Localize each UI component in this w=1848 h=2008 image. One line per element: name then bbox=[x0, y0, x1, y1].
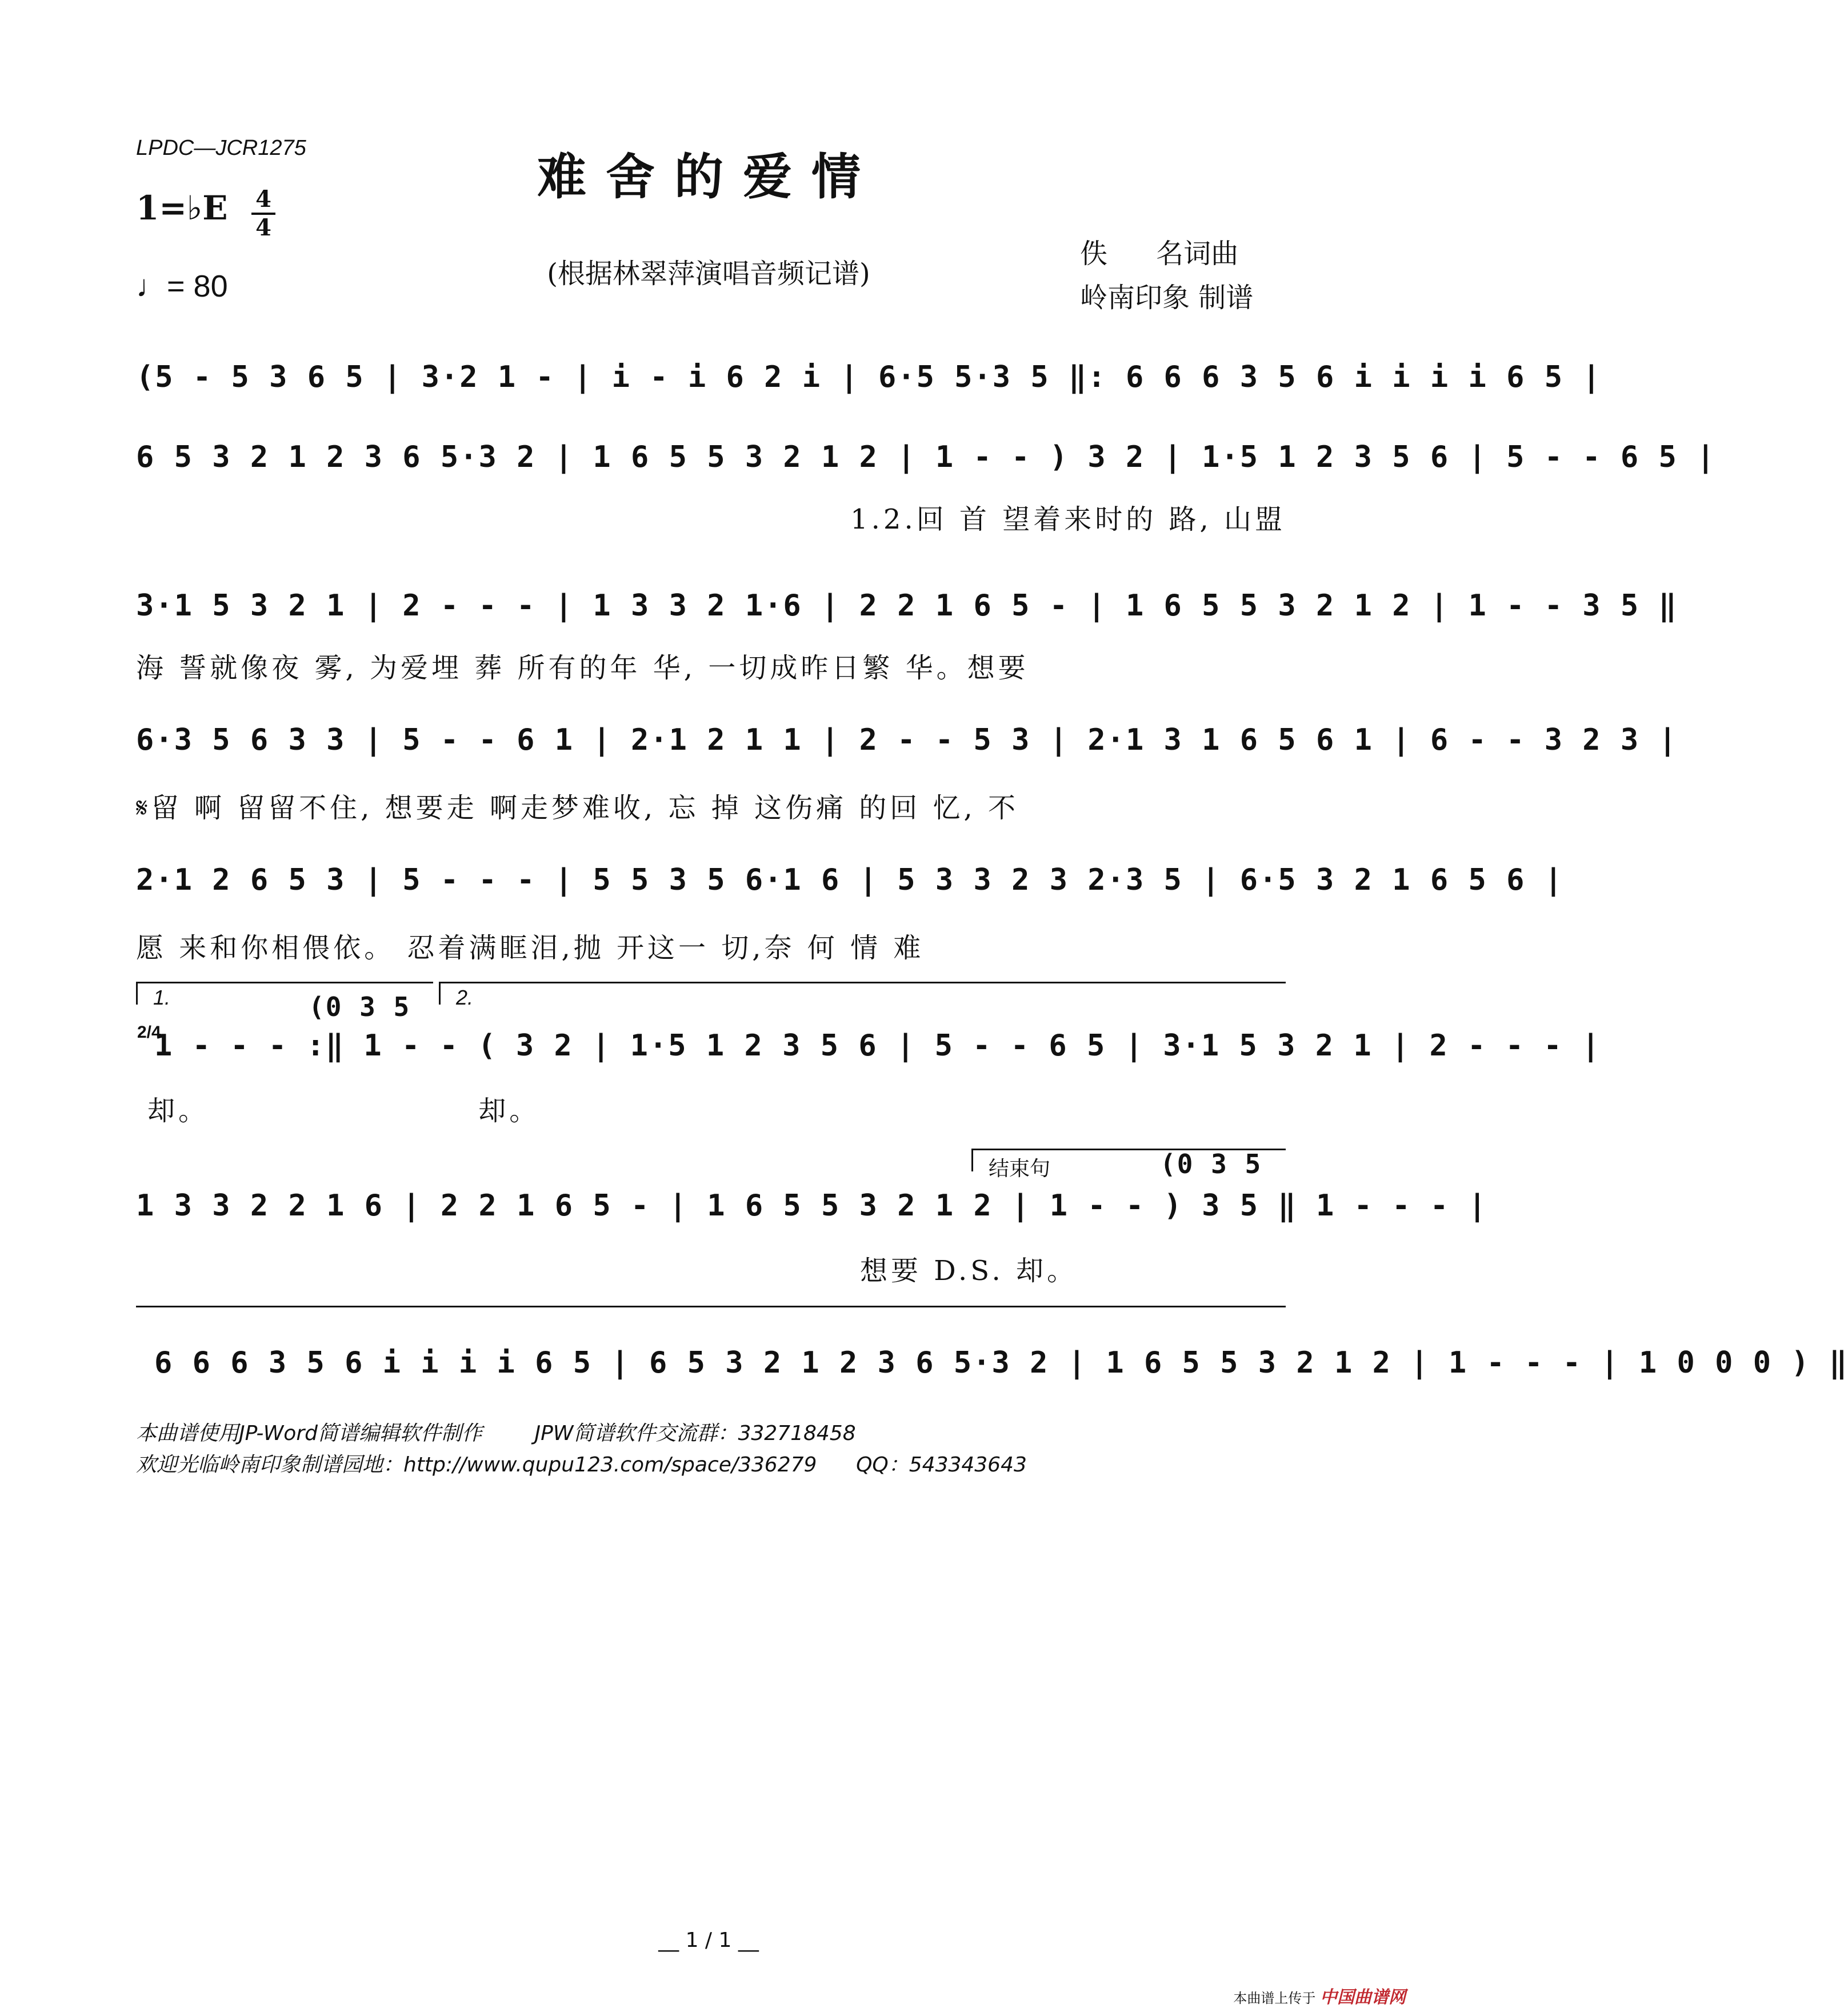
subtitle: (根据林翠萍演唱音频记谱) bbox=[547, 258, 870, 290]
ending-label: 结束句 bbox=[989, 1157, 1051, 1180]
coda-bracket bbox=[136, 1306, 1286, 1307]
page-number: __ 1 / 1 __ bbox=[658, 1929, 759, 1952]
volta-first-bracket bbox=[136, 982, 433, 983]
score-row-5-notes: 2·1 2 6 5 3 | 5 - - - | 5 5 3 5 6·1 6 | 5 3 3 2 3 2·3 5 | 6·5 3 2 1 6 5 6 | bbox=[136, 863, 1563, 897]
key-signature: 1=♭E bbox=[136, 189, 228, 227]
score-row-4-notes: 6·3 5 6 3 3 | 5 - - 6 1 | 2·1 2 1 1 | 2 - - 5 3 | 2·1 3 1 6 5 6 1 | 6 - - 3 2 3 | bbox=[136, 723, 1678, 757]
time-signature-top: 4 bbox=[255, 186, 271, 213]
volta-second-tick bbox=[439, 982, 441, 1005]
score-row-6-notes: 1 - - - :‖ 1 - - ( 3 2 | 1·5 1 2 3 5 6 | 5 - - 6 5 | 3·1 5 3 2 1 | 2 - - - | bbox=[154, 1029, 1601, 1063]
score-row-7-notes: 1 3 3 2 2 1 6 | 2 2 1 6 5 - | 1 6 5 5 3 2 1 2 | 1 - - ) 3 5 ‖ 1 - - - | bbox=[136, 1189, 1487, 1223]
score-row-1-notes: (5 - 5 3 6 5 | 3·2 1 - | i - i 6 2 i | 6·5 5·3 5 ‖: 6 6 6 3 5 6 i i i i 6 5 | bbox=[136, 360, 1602, 394]
volta-first-tick bbox=[136, 982, 138, 1005]
page-title: 难舍的爱情 bbox=[537, 148, 880, 206]
volta-first-pickup: (0 3 5 bbox=[309, 991, 411, 1022]
meter-change: 2/4 bbox=[137, 1023, 161, 1042]
ending-pickup: (0 3 5 bbox=[1160, 1149, 1262, 1179]
volta-second-bracket bbox=[439, 982, 1286, 983]
score-row-8-notes: 6 6 6 3 5 6 i i i i 6 5 | 6 5 3 2 1 2 3 6 5·3 2 | 1 6 5 5 3 2 1 2 | 1 - - - | 1 0 0 0 ) ‖ bbox=[154, 1346, 1848, 1380]
score-row-3-lyrics: 海 誓就像夜 雾, 为爱埋 葬 所有的年 华, 一切成昨日繁 华。想要 bbox=[136, 652, 1029, 684]
score-row-3-notes: 3·1 5 3 2 1 | 2 - - - | 1 3 3 2 1·6 | 2 2 1 6 5 - | 1 6 5 5 3 2 1 2 | 1 - - 3 5 ‖ bbox=[136, 589, 1678, 623]
volta-second-label: 2. bbox=[456, 986, 474, 1009]
score-row-5-lyrics: 愿 来和你相偎依。 忍着满眶泪,抛 开这一 切,奈 何 情 难 bbox=[136, 932, 925, 964]
score-row-7-lyrics: 想要 D.S. 却。 bbox=[860, 1255, 1078, 1287]
credit-arranger: 岭南印象 制谱 bbox=[1080, 282, 1254, 314]
time-signature-bottom: 4 bbox=[255, 214, 271, 241]
watermark bbox=[1233, 1983, 1406, 2008]
volta-first-label: 1. bbox=[153, 986, 171, 1009]
score-row-4-lyrics: 𝄋留 啊 留留不住, 想要走 啊走梦难收, 忘 掉 这伤痛 的回 忆, 不 bbox=[136, 792, 1019, 824]
score-row-2-notes: 6 5 3 2 1 2 3 6 5·3 2 | 1 6 5 5 3 2 1 2 | 1 - - ) 3 2 | 1·5 1 2 3 5 6 | 5 - - 6 5 | bbox=[136, 440, 1716, 474]
watermark-site: 中国曲谱网 bbox=[1320, 1987, 1406, 2007]
footer-line-1: 本曲谱使用JP-Word简谱编辑软件制作 JPW简谱软件交流群：332718458 bbox=[136, 1422, 856, 1445]
score-row-6-lyrics: 却。 却。 bbox=[147, 1095, 541, 1127]
ending-tick bbox=[971, 1149, 973, 1171]
footer-line-2: 欢迎光临岭南印象制谱园地：http://www.qupu123.com/space/336279 QQ：543343643 bbox=[136, 1453, 1027, 1477]
credit-composer: 佚 名词曲 bbox=[1080, 238, 1239, 270]
tempo-marking: ♩= 80 bbox=[136, 269, 228, 303]
time-signature bbox=[249, 186, 278, 241]
watermark-text: 本曲谱上传于 bbox=[1233, 1990, 1316, 2006]
score-code: LPDC—JCR1275 bbox=[136, 136, 306, 160]
score-row-2-lyrics: 1.2.回 首 望着来时的 路, 山盟 bbox=[850, 503, 1286, 535]
